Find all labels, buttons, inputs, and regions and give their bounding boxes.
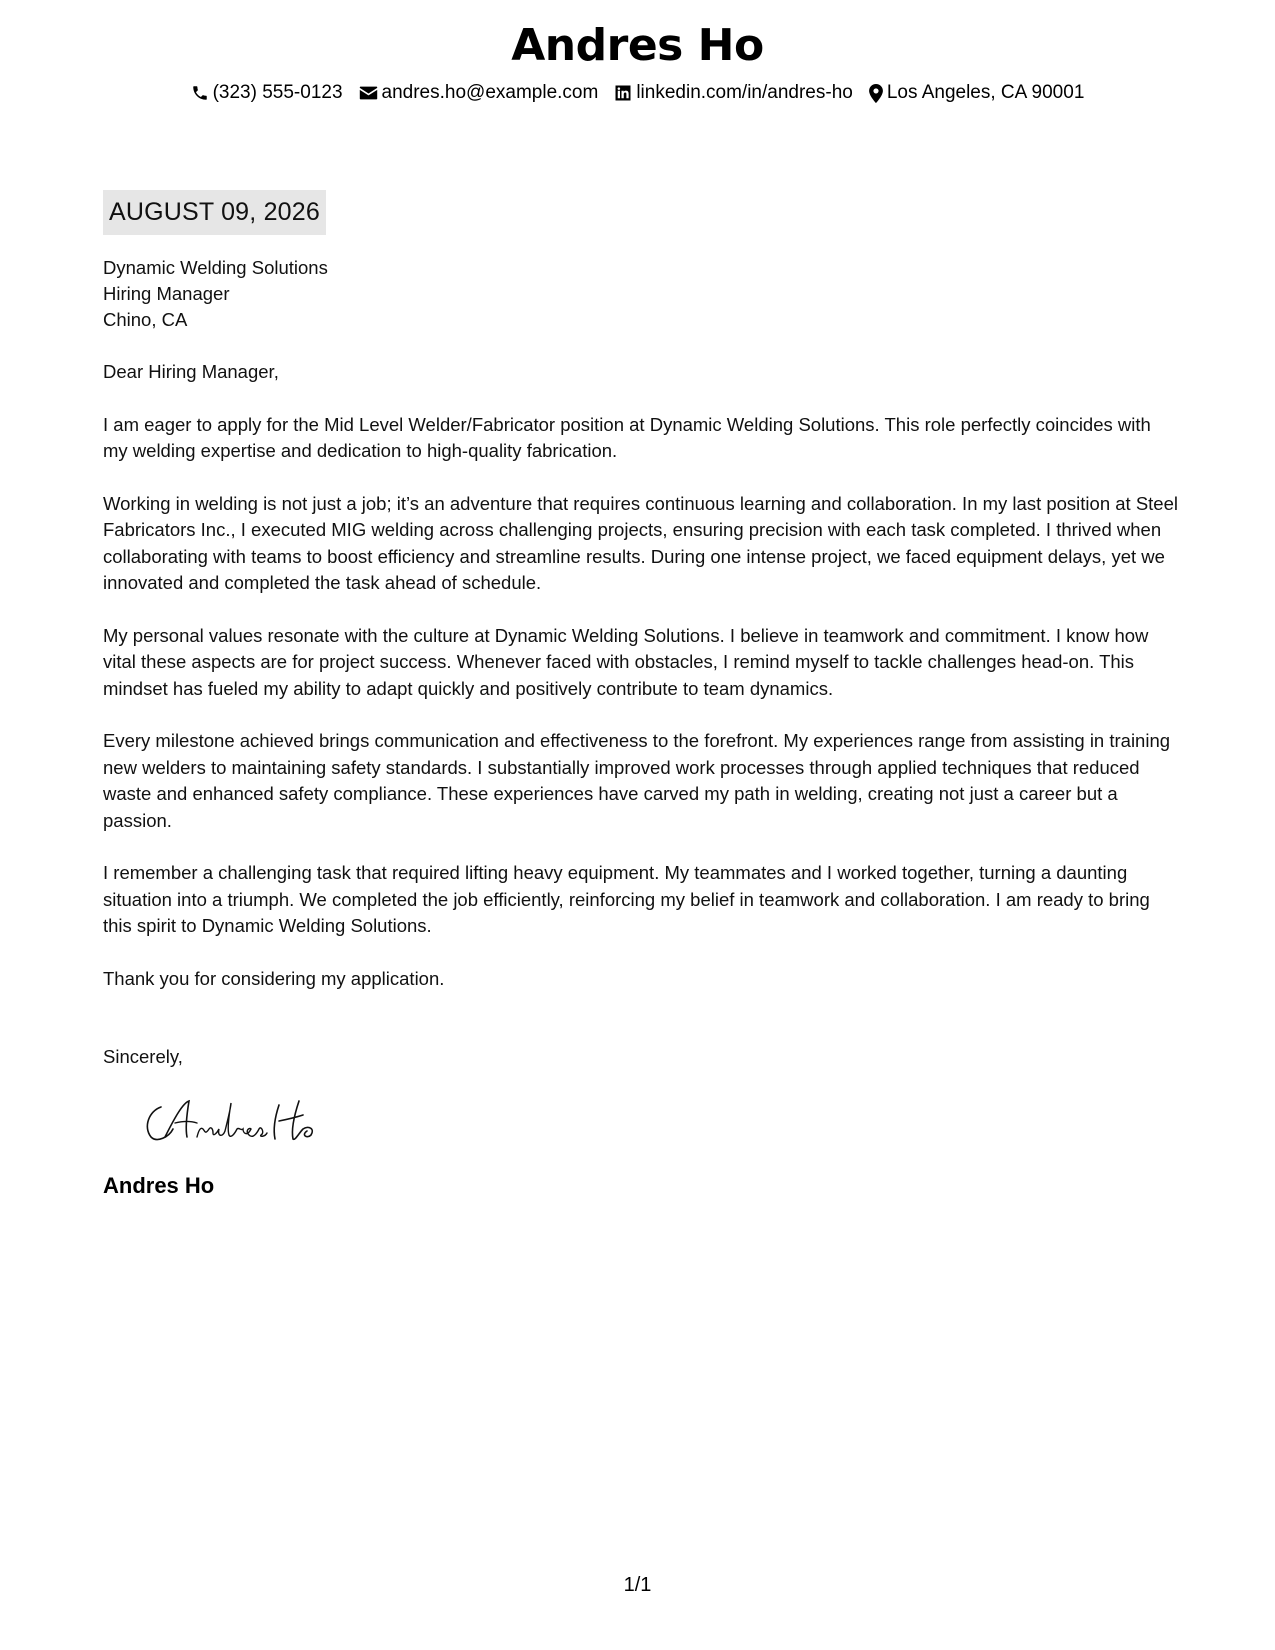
applicant-name: Andres Ho: [511, 20, 764, 71]
letter-date: AUGUST 09, 2026: [103, 190, 326, 235]
envelope-icon: [359, 85, 378, 101]
salutation: Dear Hiring Manager,: [103, 361, 279, 382]
contact-info: [0, 80, 1275, 106]
body-paragraph: My personal values resonate with the culture at Dynamic Welding Solutions. I believe in teamwork and commitment. I know how vital these aspects are for project success. Whenever faced with obstacles, I remind myself to tackle challenges head-on. This mindset has fueled my ability to adapt quickly and positively contribute to team dynamics.: [103, 624, 1149, 699]
recipient-title: Hiring Manager: [103, 283, 230, 304]
closing-line: Thank you for considering my application.: [103, 967, 445, 989]
phone-icon: [191, 84, 209, 102]
contact-linkedin[interactable]: [614, 80, 853, 106]
map-pin-icon: [869, 84, 883, 103]
body-paragraph: I am eager to apply for the Mid Level Welder/Fabricator position at Dynamic Welding Solutions. This role perfectly coincides with my welding expertise and dedication to high-quality fabrication.: [103, 413, 1151, 461]
contact-email[interactable]: [359, 80, 599, 106]
recipient-company: Dynamic Welding Solutions: [103, 257, 328, 278]
body-paragraph: Working in welding is not just a job; it’s an adventure that requires continuous learning and collaboration. In my last position at Steel Fabricators Inc., I executed MIG welding across challenging projects, ensuring precision with each task completed. I thrived when collaborating with teams to boost efficiency and streamline results. During one intense project, we faced equipment delays, yet we innovated and completed the task ahead of schedule.: [103, 492, 1178, 593]
letter-header: [0, 18, 1275, 106]
letter-body: [103, 190, 1178, 1200]
linkedin-text[interactable]: linkedin.com/in/andres-ho: [636, 82, 853, 103]
page-indicator: 1/1: [623, 1574, 652, 1596]
handwritten-signature: [139, 1093, 329, 1147]
contact-location: [869, 80, 1085, 106]
signed-name: Andres Ho: [103, 1173, 215, 1198]
phone-text: (323) 555-0123: [212, 82, 343, 103]
recipient-location: Chino, CA: [103, 309, 188, 330]
signoff: Sincerely,: [103, 1046, 183, 1067]
location-text: Los Angeles, CA 90001: [886, 82, 1085, 103]
body-paragraph: I remember a challenging task that required lifting heavy equipment. My teammates and I worked together, turning a daunting situation into a triumph. We completed the job efficiently, reinforcing my belief in teamwork and collaboration. I am ready to bring this spirit to Dynamic Welding Solutions.: [103, 862, 1150, 936]
contact-phone: [191, 80, 343, 106]
email-text[interactable]: andres.ho@example.com: [381, 82, 599, 103]
linkedin-icon: [614, 84, 632, 102]
recipient-block: [103, 255, 1178, 333]
body-paragraph: Every milestone achieved brings communication and effectiveness to the forefront. My experiences range from assisting in training new welders to maintaining safety standards. I substantially improved work processes through applied techniques that reduced waste and enhanced safety compliance. These experiences have carved my path in welding, creating not just a career but a passion.: [103, 730, 1171, 831]
